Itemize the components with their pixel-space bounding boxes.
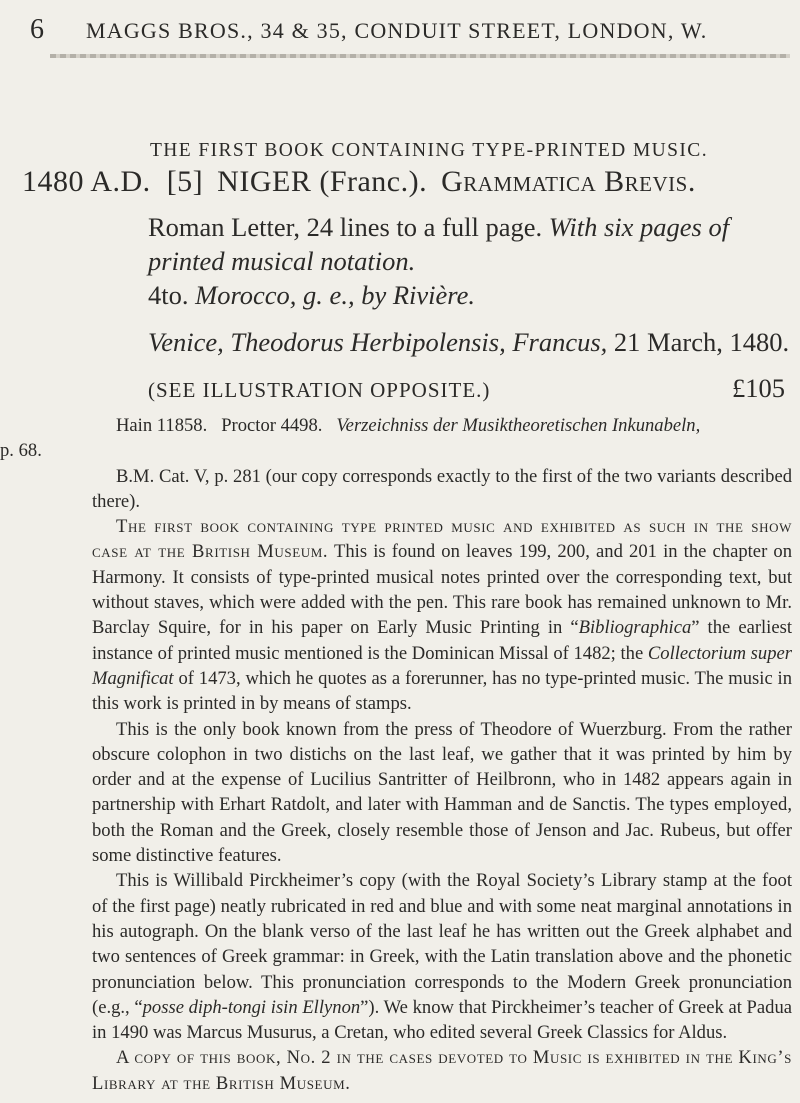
- lot-number: [5]: [166, 165, 204, 198]
- format-size: 4to.: [148, 280, 189, 310]
- imprint-date: 21 March, 1480.: [613, 327, 790, 357]
- paragraph-3: [92, 868, 792, 1045]
- price: £105: [732, 373, 785, 403]
- imprint-line: [148, 327, 789, 358]
- ref-bm: B.M. Cat. V, p. 281 (our copy corresponds exactly to the first of the two variants described there).: [92, 465, 792, 512]
- p3-rest2: ”). We know that Pirckheimer’s teacher of Greek at Padua in 1490 was Marcus Musurus, a Cretan, who edited several Greek Classics for Aldus.: [92, 996, 792, 1044]
- paragraph-2: This is the only book known from the press of Theodore of Wuerzburg. From the rather obscure colophon in two distichs on the last leaf, we gather that it was printed by him by order and at the expense of Lucilius Santritter of Heilbronn, who in 1482 appears again in partnership with Erhart Ratdolt, and later with Hamman and de Sanctis. The types employed, both the Roman and the Greek, closely resemble those of Jenson and Jac. Rubeus, but offer some distinctive features.: [92, 718, 792, 867]
- description: [148, 210, 788, 278]
- section-heading: THE FIRST BOOK CONTAINING TYPE-PRINTED MUSIC.: [150, 140, 708, 161]
- description-roman: Roman Letter, 24 lines to a full page.: [148, 212, 543, 242]
- header-rule: [50, 54, 790, 58]
- p1-rest2: ” the earliest instance of printed music mentioned is the Dominican Missal of 1482; the: [92, 617, 792, 664]
- paragraph-4: A copy of this book, No. 2 in the cases devoted to Music is exhibited in the King’s Library at the British Museum.: [92, 1047, 792, 1094]
- page-number: 6: [30, 14, 44, 45]
- ref-page: p. 68.: [0, 440, 42, 462]
- ref-proctor: Proctor 4498.: [221, 415, 323, 436]
- p3-italic: posse diph-tongi isin Ellynon: [142, 996, 361, 1018]
- entry-date: 1480 A.D.: [22, 165, 151, 198]
- p1-caps: The first book containing type printed music and exhibited as such in the show case at the British Museum.: [92, 516, 792, 563]
- p3-rest1: This is Willibald Pirckheimer’s copy (with the Royal Society’s Library stamp at the foot of the first page) neatly rubricated in red and blue and with some neat marginal annotations in his autograph. On the blank verso of the last leaf he has written out the Greek alphabet and two sentences of Greek grammar: in Greek, with the Latin translation above and the phonetic pronunciation below. This pronunciation corresponds to the Modern Greek pronunciation (e.g., “: [92, 870, 792, 1018]
- references-hain: [92, 413, 792, 438]
- author-name: NIGER (Franc.).: [217, 165, 428, 198]
- see-illustration: (SEE ILLUSTRATION OPPOSITE.): [148, 378, 491, 402]
- catalogue-body: [0, 413, 793, 1096]
- publisher-header: MAGGS BROS., 34 & 35, CONDUIT STREET, LONDON, W.: [86, 18, 708, 43]
- p1-italic2: Collectorium super Magnificat: [92, 642, 793, 689]
- format-binding: Morocco, g. e., by Rivière.: [195, 280, 475, 310]
- paragraph-1: [92, 514, 792, 716]
- ref-hain: Hain 11858.: [116, 415, 208, 436]
- imprint-place: Venice, Theodorus Herbipolensis, Francus,: [148, 327, 608, 357]
- p1-rest1: This is found on leaves 199, 200, and 201 in the chapter on Harmony. It consists of type-printed musical notes printed over the corresponding text, but without staves, which were added with the pen. This rare book has remained unknown to Mr. Barclay Squire, for in his paper on Early Music Printing in “: [92, 541, 793, 639]
- p1-italic1: Bibliographica: [578, 617, 692, 639]
- format-line: [148, 280, 475, 311]
- entry-heading: [22, 165, 782, 199]
- book-title: Grammatica Brevis.: [441, 165, 696, 198]
- p1-rest3: of 1473, which he quotes as a forerunner, has no type-printed music. The music in this work is printed in by means of stamps.: [92, 667, 793, 715]
- ref-verzeichniss: Verzeichniss der Musiktheoretischen Inkunabeln,: [336, 415, 701, 436]
- description-italic: With six pages of printed musical notation.: [148, 212, 730, 276]
